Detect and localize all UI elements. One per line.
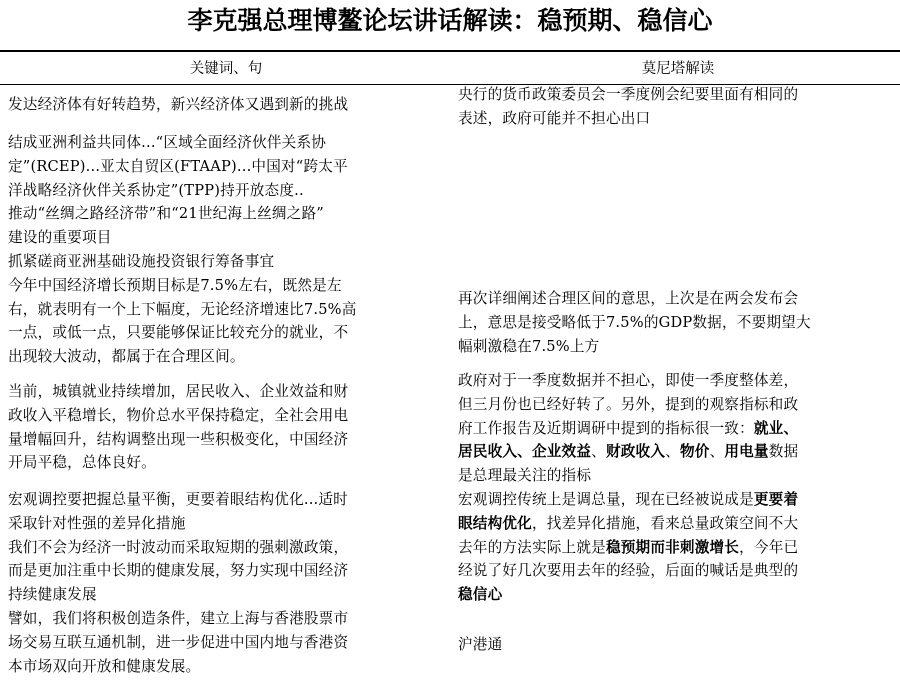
- interpretation-line: [458, 536, 896, 560]
- keyword-line: 发达经济体有好转趋势，新兴经济体又遇到新的挑战: [8, 96, 349, 113]
- plain-text: 表述，政府可能并不担心出口: [458, 109, 651, 127]
- plain-text: 但三月份也已经好转了。另外，提到的观察指标和政: [458, 395, 799, 413]
- interpretation-line: [458, 287, 896, 311]
- interpretation-cell: [458, 633, 896, 657]
- emphasis-text: 用电量: [724, 443, 769, 461]
- keyword-cell: [8, 131, 448, 369]
- interpretation-line: [458, 512, 896, 536]
- keyword-line: 建设的重要项目: [8, 229, 112, 247]
- keyword-cell: [8, 93, 448, 117]
- plain-text: 央行的货币政策委员会一季度例会纪要里面有相同的: [458, 86, 799, 103]
- interpretation-line: [458, 417, 896, 441]
- keyword-line: 我们不会为经济一时波动而采取短期的强刺激政策，: [8, 538, 349, 556]
- plain-text: 府工作报告及近期调研中提到的指标很一致：: [458, 419, 754, 437]
- plain-text: 上，意思是接受略低于7.5%的GDP数据，不要期望大: [458, 313, 811, 331]
- plain-text: ，找差异化措施，看来总量政策空间不大: [531, 514, 799, 532]
- interpretation-line: [458, 335, 896, 359]
- plain-text: 经说了好几次要用去年的经验，后面的喊话是典型的: [458, 562, 799, 580]
- keyword-line: 开局平稳，总体良好。: [8, 454, 156, 472]
- emphasis-text: 居民收入、企业效益: [458, 443, 592, 461]
- keyword-line: 结成亚洲利益共同体...“区域全面经济伙伴关系协: [8, 134, 327, 151]
- interpretation-line: [458, 107, 896, 131]
- keyword-line: 持续健康发展: [8, 586, 97, 604]
- keyword-line: 洋战略经济伙伴关系协定”(TPP)持开放态度..: [8, 181, 304, 199]
- keyword-cell: [8, 380, 448, 475]
- keyword-line: 本市场双向开放和健康发展。: [8, 657, 201, 675]
- plain-text: 数据: [768, 443, 799, 461]
- keyword-line: 而是更加注重中长期的健康发展，努力实现中国经济: [8, 562, 349, 580]
- right-column-header: 莫尼塔解读: [641, 61, 715, 77]
- keyword-line: 譬如，我们将积极创造条件，建立上海与香港股票市: [8, 609, 349, 627]
- left-column-header: 关键词、句: [189, 61, 263, 77]
- keyword-line: 一点，或低一点，只要能够保证比较充分的就业，不: [8, 324, 349, 342]
- plain-text: 政府对于一季度数据并不担心，即使一季度整体差，: [458, 372, 799, 389]
- plain-text: 、: [665, 443, 680, 461]
- keyword-line: 今年中国经济增长预期目标是7.5%左右，既然是左: [8, 276, 342, 294]
- plain-text: 沪港通: [458, 636, 503, 653]
- keyword-line: 当前，城镇就业持续增加，居民收入、企业效益和财: [8, 383, 349, 400]
- emphasis-text: 财政收入: [605, 443, 666, 461]
- keyword-line: 场交易互联互通机制，进一步促进中国内地与香港资: [8, 633, 349, 651]
- keyword-line: 采取针对性强的差异化措施: [8, 514, 186, 532]
- plain-text: 、: [709, 443, 725, 461]
- interpretation-line: [458, 559, 896, 583]
- interpretation-line: [458, 83, 896, 107]
- interpretation-line: [458, 393, 896, 417]
- plain-text: 宏观调控传统上是调总量，现在已经被说成是: [458, 490, 754, 508]
- emphasis-text: 眼结构优化: [458, 514, 532, 532]
- interpretation-line: [458, 633, 896, 657]
- keyword-line: 推动“丝绸之路经济带”和“21世纪海上丝绸之路”: [8, 205, 324, 223]
- keyword-line: 抓紧磋商亚洲基础设施投资银行筹备事宜: [8, 252, 275, 270]
- document-title: 李克强总理博鳌论坛讲话解读：稳预期、稳信心: [187, 6, 713, 35]
- emphasis-text: 就业、: [753, 419, 799, 437]
- keyword-line: 宏观调控要把握总量平衡，更要着眼结构优化...适时: [8, 491, 348, 508]
- interpretation-line: [458, 488, 896, 512]
- plain-text: 再次详细阐述合理区间的意思，上次是在两会发布会: [458, 290, 799, 307]
- plain-text: 幅刺激稳在7.5%上方: [458, 337, 600, 355]
- interpretation-line: [458, 311, 896, 335]
- emphasis-text: 稳预期而非刺激增长: [605, 538, 740, 556]
- keyword-line: 定”(RCEP)...亚太自贸区(FTAAP)...中国对“跨太平: [8, 157, 348, 175]
- keyword-line: 量增幅回升，结构调整出现一些积极变化，中国经济: [8, 430, 349, 448]
- keyword-line: 右，就表明有一个上下幅度，无论经济增速比7.5%高: [8, 300, 357, 318]
- interpretation-line: [458, 583, 896, 607]
- emphasis-text: 稳信心: [458, 586, 503, 604]
- interpretation-cell: [458, 369, 896, 607]
- interpretation-line: [458, 440, 896, 464]
- interpretation-cell: [458, 287, 896, 358]
- interpretation-line: [458, 464, 896, 488]
- keyword-cell: [8, 488, 448, 678]
- plain-text: ，今年已: [739, 538, 799, 556]
- emphasis-text: 物价: [679, 443, 710, 461]
- keyword-line: 政收入平稳增长，物价总水平保持稳定，全社会用电: [8, 406, 349, 424]
- plain-text: 去年的方法实际上就是: [458, 538, 606, 556]
- interpretation-cell: [458, 83, 896, 131]
- keyword-line: 出现较大波动，都属于在合理区间。: [8, 348, 245, 366]
- interpretation-line: [458, 369, 896, 393]
- emphasis-text: 更要着: [753, 490, 799, 508]
- plain-text: 是总理最关注的指标: [458, 467, 592, 485]
- plain-text: 、: [591, 443, 606, 461]
- table-top-rule: [0, 50, 900, 52]
